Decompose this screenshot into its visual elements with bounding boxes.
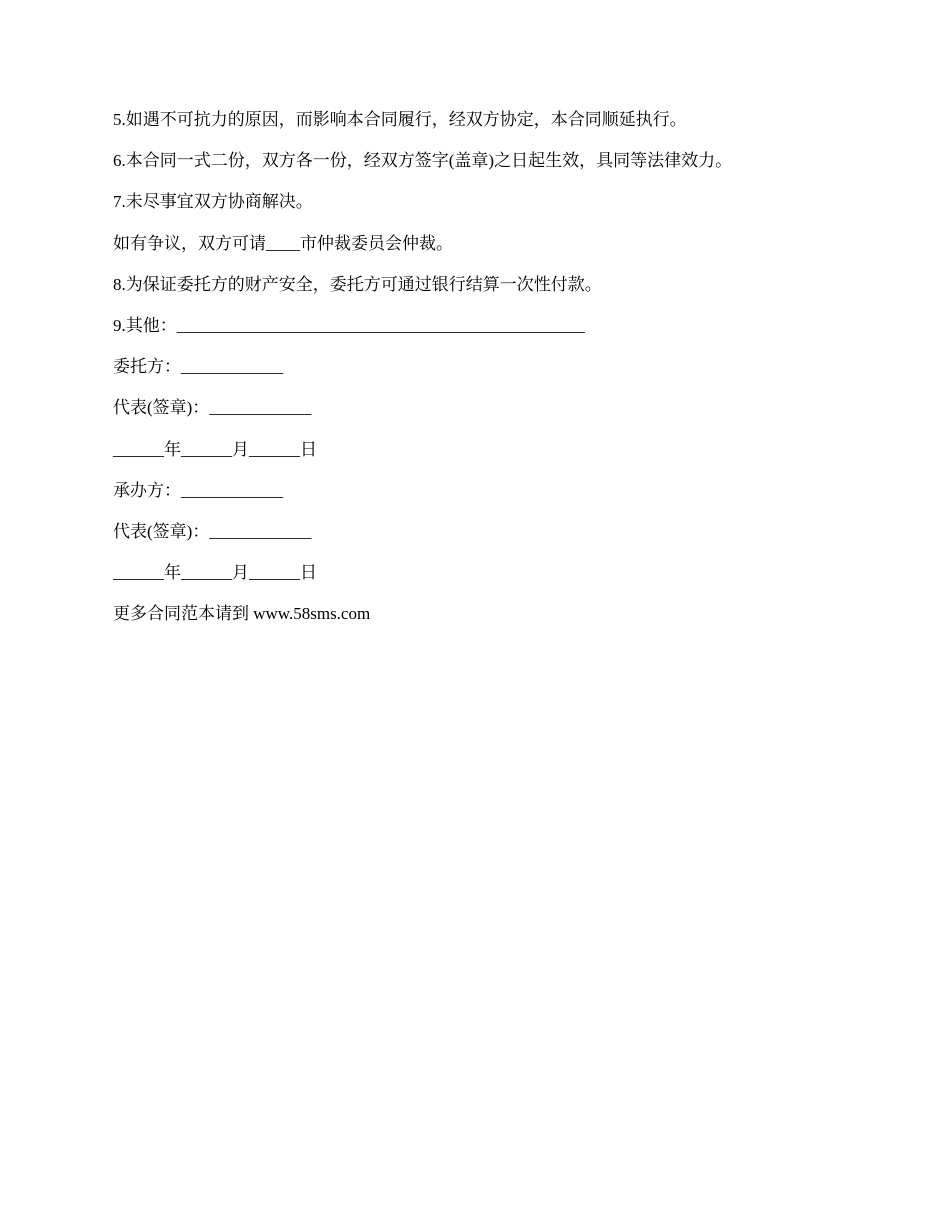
clause-5-force-majeure: 5.如遇不可抗力的原因，而影响本合同履行，经双方协定，本合同顺延执行。 bbox=[113, 110, 687, 129]
clause-8-payment: 8.为保证委托方的财产安全，委托方可通过银行结算一次性付款。 bbox=[113, 274, 602, 294]
contractor-date-field: ______年______月______日 bbox=[113, 563, 317, 583]
clause-9-other: 9.其他：________________________________________________ bbox=[113, 315, 585, 335]
client-date-field: ______年______月______日 bbox=[113, 439, 317, 459]
clause-7-unresolved-matters: 7.未尽事宜双方协商解决。 bbox=[113, 192, 313, 212]
footer-more-templates: 更多合同范本请到 www.58sms.com bbox=[113, 604, 371, 624]
contractor-party-field: 承办方：____________ bbox=[113, 480, 283, 500]
dispute-arbitration: 如有争议，双方可请____市仲裁委员会仲裁。 bbox=[113, 233, 453, 253]
clause-6-copies-effect: 6.本合同一式二份，双方各一份，经双方签字(盖章)之日起生效，具同等法律效力。 bbox=[113, 151, 733, 171]
client-party-field: 委托方：____________ bbox=[113, 357, 283, 377]
contract-page bbox=[113, 110, 853, 645]
contractor-representative-signature: 代表(签章)：____________ bbox=[113, 521, 312, 541]
client-representative-signature: 代表(签章)：____________ bbox=[113, 398, 312, 418]
